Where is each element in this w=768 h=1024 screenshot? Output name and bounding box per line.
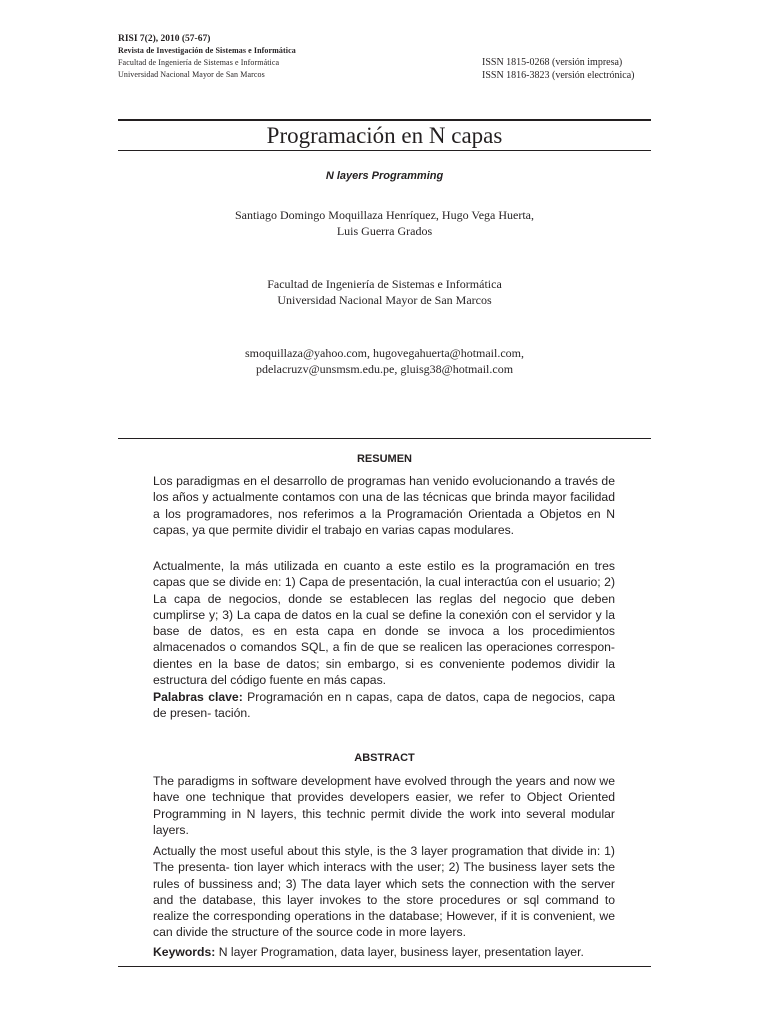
authors-line-1: Santiago Domingo Moquillaza Henríquez, Hugo Vega Huerta, <box>234 208 535 222</box>
abstract-paragraph-2: Actually the most useful about this style, is the 3 layer programation that divide in: 1) The presenta- tion layer which interacs with the user; 2) The business layer sets the rules of bussiness and; 3) The data layer which sets the connection with the server and the database, this layer invokes to the store procedures or sql command to realize the corresponding operations in the database; However, if it is convenient, we can divide the structure of the source code in more layers. <box>153 844 615 940</box>
abstract-keywords <box>153 944 615 960</box>
issn-block <box>482 57 634 82</box>
title-rule-bottom <box>118 150 651 151</box>
resumen-paragraph-2: Actualmente, la más utilizada en cuanto a este estilo es la programación en tres capas que se divide en: 1) Capa de presentación, la cual interactúa con el usuario; 2) La capa de negocios, donde se establecen las reglas del negocio que deben cumplirse y; 3) La capa de datos en la cual se define la conexión con el servidor y la base de datos, es en esta capa en donde se invoca a los procedimientos almacenados o comandos SQL, a fin de que se realicen las operaciones correspon- dientes en la base de datos; sin embargo, si es conveniente podemos dividir la estructura del código fuente en más capas. <box>153 559 615 688</box>
emails-line-2: pdelacruzv@unsmsm.edu.pe, gluisg38@hotmail.com <box>255 361 514 376</box>
issn-electronic: ISSN 1816-3823 (versión electrónica) <box>482 69 635 81</box>
title-rule-top <box>118 119 651 121</box>
emails-line-1: smoquillaza@yahoo.com, hugovegahuerta@hotmail.com, <box>244 346 525 360</box>
section-divider-bottom <box>118 966 651 967</box>
resumen-keywords <box>153 689 615 722</box>
article-title: Programación en N capas <box>266 123 503 148</box>
authors <box>118 208 651 239</box>
affiliation <box>118 277 651 308</box>
affiliation-line-2: Universidad Nacional Mayor de San Marcos <box>277 292 492 307</box>
journal-citation: RISI 7(2), 2010 (57-67) <box>118 34 211 44</box>
abstract-keywords-text: N layer Programation, data layer, business layer, presentation layer. <box>215 945 584 959</box>
affiliation-line-1: Facultad de Ingeniería de Sistemas e Informática <box>267 277 502 291</box>
journal-university: Universidad Nacional Mayor de San Marcos <box>118 70 265 79</box>
resumen-keywords-text: Programación en n capas, capa de datos, capa de negocios, capa de presen- tación. <box>153 690 615 721</box>
issn-print: ISSN 1815-0268 (versión impresa) <box>482 57 623 68</box>
resumen-heading: RESUMEN <box>356 453 412 465</box>
journal-faculty: Facultad de Ingeniería de Sistemas e Informática <box>118 58 280 67</box>
emails <box>118 346 651 377</box>
section-divider-top <box>118 438 651 439</box>
resumen-keywords-label: Palabras clave: <box>153 690 243 704</box>
journal-name: Revista de Investigación de Sistemas e Informática <box>118 46 296 55</box>
journal-header <box>118 33 296 81</box>
article-subtitle: N layers Programming <box>325 170 444 182</box>
abstract-paragraph-1: The paradigms in software development have evolved through the years and now we have one technique that provides developers easier, we refer to Object Oriented Programming in N layers, this technic permit divide the work into several modular layers. <box>153 774 615 837</box>
abstract-keywords-label: Keywords: <box>153 945 216 959</box>
resumen-paragraph-1: Los paradigmas en el desarrollo de programas han venido evolucionando a través de los años y actualmente contamos con una de las técnicas que brinda mayor facilidad a los programadores, nos referimos a la Programación Orientada a Objetos en N capas, ya que permite dividir el trabajo en varias capas modulares. <box>153 474 615 537</box>
abstract-heading: ABSTRACT <box>354 752 415 764</box>
authors-line-2: Luis Guerra Grados <box>336 223 433 238</box>
